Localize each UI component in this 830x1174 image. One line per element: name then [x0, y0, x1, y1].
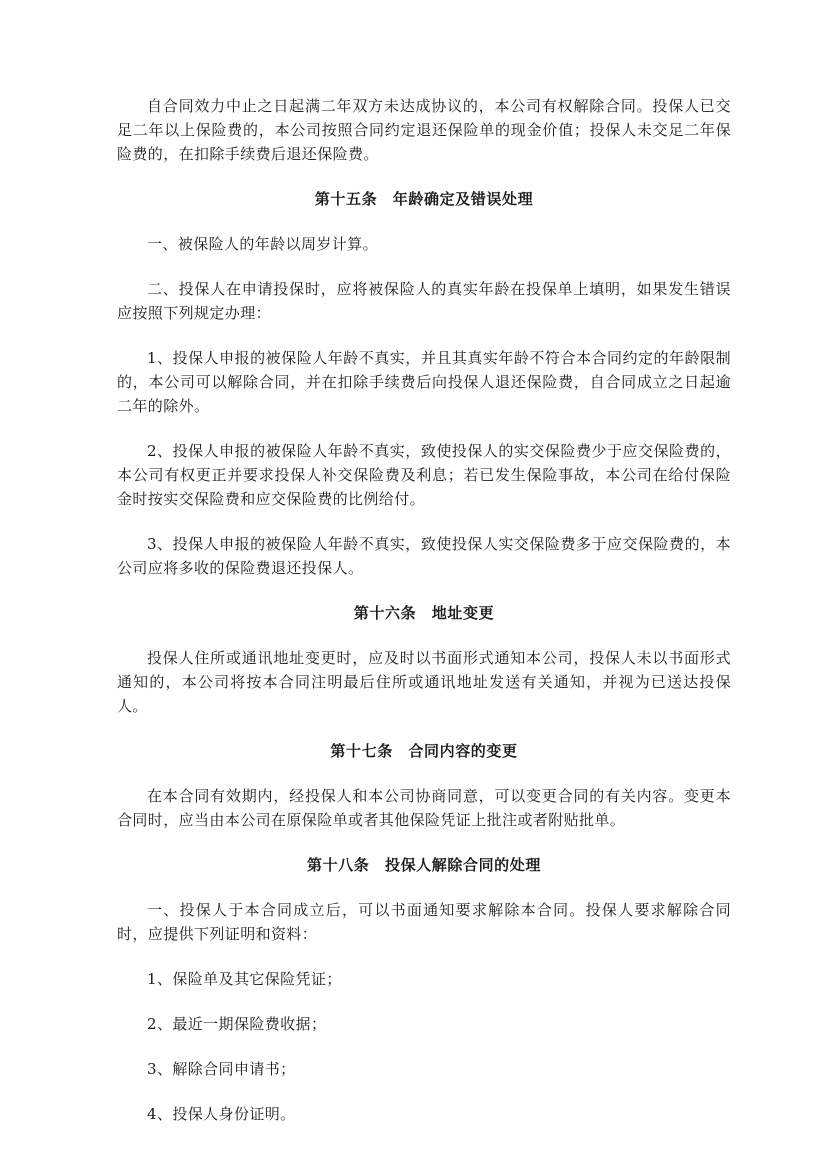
document-page [117, 94, 731, 1147]
paragraph-contract-termination: 自合同效力中止之日起满二年双方未达成协议的，本公司有权解除合同。投保人已交足二年以上保险费的，本公司按照合同约定退还保险单的现金价值；投保人未交足二年保险费的，在扣除手续费后退还保险费。 [117, 97, 731, 163]
paragraph-age-rule-1: 1、投保人申报的被保险人年龄不真实，并且其真实年龄不符合本合同约定的年龄限制的，本公司可以解除合同，并在扣除手续费后向投保人退还保险费，自合同成立之日起逾二年的除外。 [117, 349, 731, 415]
paragraph-content-change: 在本合同有效期内，经投保人和本公司协商同意，可以变更合同的有关内容。变更本合同时，应当由本公司在原保险单或者其他保险凭证上批注或者附贴批单。 [117, 787, 731, 829]
paragraph-address-change: 投保人住所或通讯地址变更时，应及时以书面形式通知本公司，投保人未以书面形式通知的，本公司将按本合同注明最后住所或通讯地址发送有关通知，并视为已送达投保人。 [117, 649, 731, 715]
article-15-heading: 第十五条 年龄确定及错误处理 [314, 190, 534, 208]
paragraph-age-calculation: 一、被保险人的年龄以周岁计算。 [147, 235, 379, 253]
paragraph-age-rule-3: 3、投保人申报的被保险人年龄不真实，致使投保人实交保险费多于应交保险费的，本公司应将多收的保险费退还投保人。 [117, 535, 731, 577]
paragraph-termination-request: 一、投保人于本合同成立后，可以书面通知要求解除本合同。投保人要求解除合同时，应提供下列证明和资料： [117, 901, 731, 943]
article-16-heading: 第十六条 地址变更 [353, 604, 495, 622]
list-item-identity-proof: 4、投保人身份证明。 [147, 1105, 296, 1123]
paragraph-age-declaration: 二、投保人在申请投保时，应将被保险人的真实年龄在投保单上填明，如果发生错误应按照下列规定办理： [117, 280, 731, 322]
article-17-heading: 第十七条 合同内容的变更 [330, 742, 518, 760]
paragraph-age-rule-2: 2、投保人申报的被保险人年龄不真实，致使投保人的实交保险费少于应交保险费的，本公司有权更正并要求投保人补交保险费及利息；若已发生保险事故，本公司在给付保险金时按实交保险费和应交保险费的比例给付。 [117, 442, 731, 508]
list-item-policy-documents: 1、保险单及其它保险凭证； [147, 970, 342, 988]
list-item-premium-receipt: 2、最近一期保险费收据； [147, 1015, 327, 1033]
article-18-heading: 第十八条 投保人解除合同的处理 [306, 856, 541, 874]
list-item-termination-application: 3、解除合同申请书； [147, 1060, 296, 1078]
